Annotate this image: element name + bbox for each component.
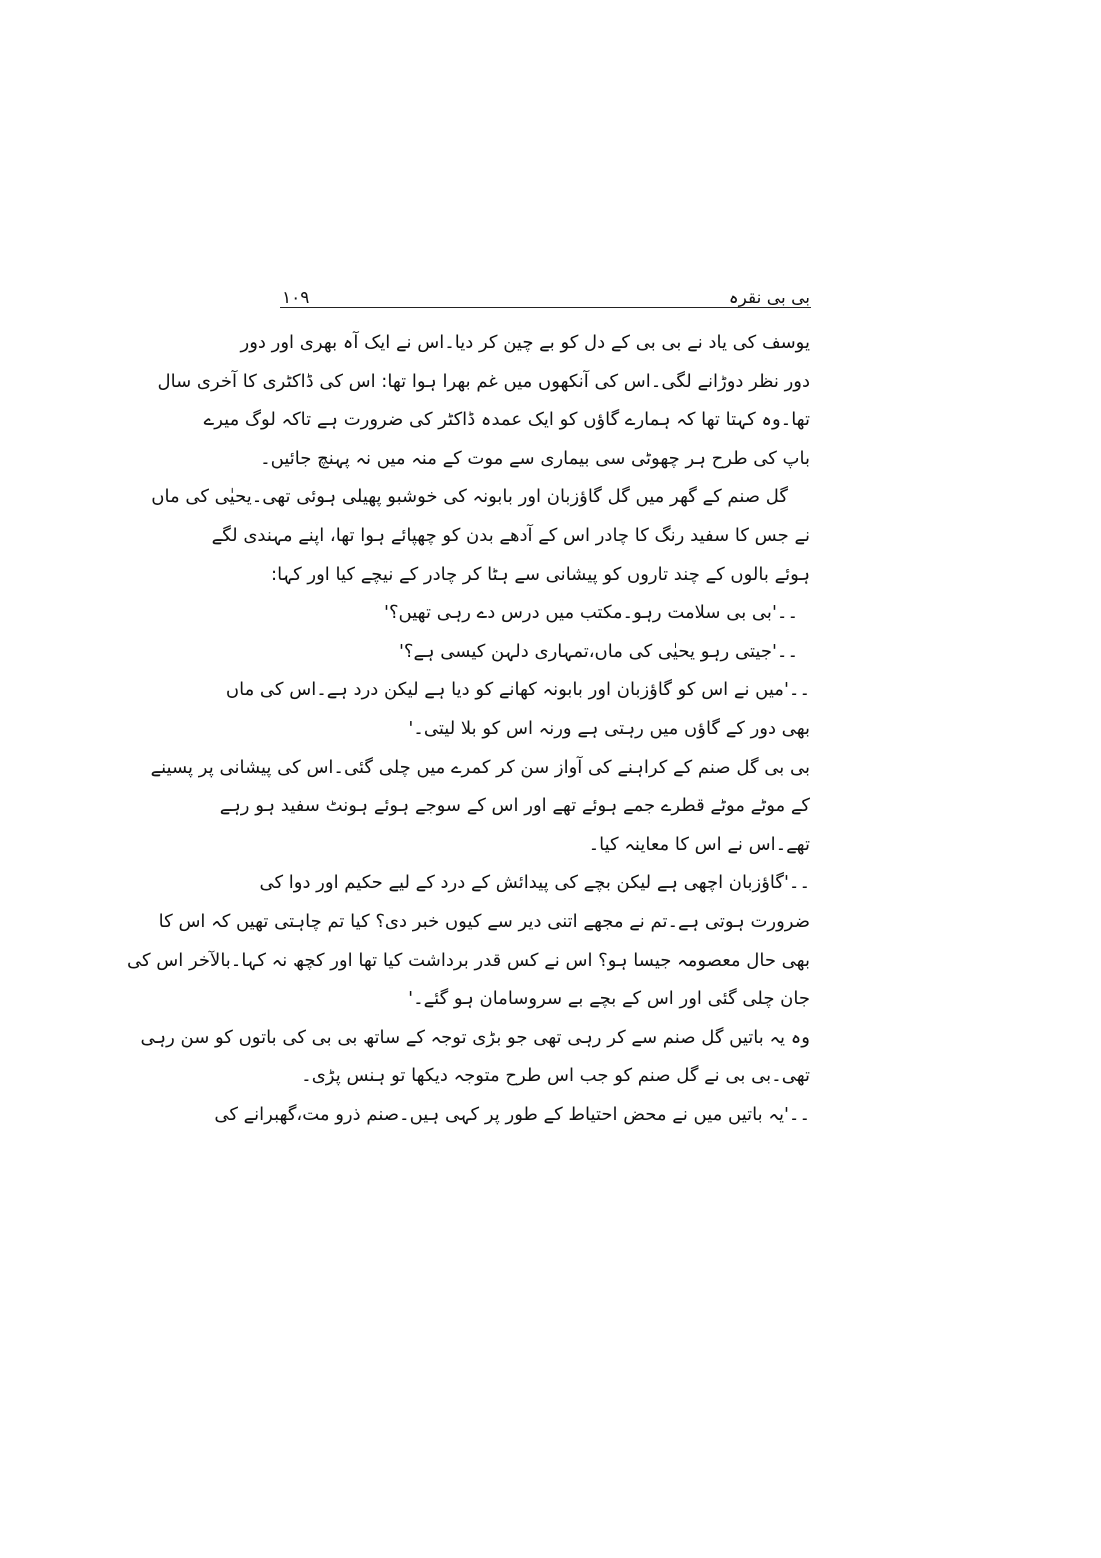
body-line: ۔۔'میں نے اس کو گاؤزبان اور بابونہ کھانے کو دیا ہے لیکن درد ہے۔اس کی ماں (225, 679, 810, 701)
body-line: وہ یہ باتیں گل صنم سے کر رہی تھی جو بڑی توجہ کے ساتھ بی بی کی باتوں کو سن رہی (140, 1026, 810, 1048)
body-line: تھے۔اس نے اس کا معاینہ کیا۔ (588, 833, 810, 855)
page-number: ۱۰۹ (282, 288, 310, 308)
body-line: ہوئے بالوں کے چند تاروں کو پیشانی سے ہٹا کر چادر کے نیچے کیا اور کہا: (271, 563, 810, 585)
body-line: تھی۔بی بی نے گل صنم کو جب اس طرح متوجہ دیکھا تو ہنس پڑی۔ (301, 1065, 810, 1087)
body-line: ۔۔'جیتی رہو یحیٰی کی ماں،تمہاری دلہن کیسی ہے؟' (398, 640, 798, 662)
running-header-title: بی بی نقرہ (728, 288, 810, 308)
body-text (127, 324, 810, 1134)
body-line: نے جس کا سفید رنگ کا چادر اس کے آدھے بدن کو چھپائے ہوا تھا، اپنے مہندی لگے (211, 524, 810, 546)
body-line: تھا۔وہ کہتا تھا کہ ہمارے گاؤں کو ایک عمدہ ڈاکٹر کی ضرورت ہے تاکہ لوگ میرے (203, 409, 810, 431)
body-line: باپ کی طرح ہر چھوٹی سی بیماری سے موت کے منہ میں نہ پہنچ جائیں۔ (260, 447, 810, 469)
body-line: ضرورت ہوتی ہے۔تم نے مجھے اتنی دیر سے کیوں خبر دی؟ کیا تم چاہتی تھیں کہ اس کا (158, 910, 810, 932)
body-line: ۔۔'یہ باتیں میں نے محض احتیاط کے طور پر کہی ہیں۔صنم ذرو مت،گھبرانے کی (214, 1103, 810, 1125)
body-line: یوسف کی یاد نے بی بی کے دل کو بے چین کر دیا۔اس نے ایک آہ بھری اور دور (240, 332, 810, 353)
body-line: بھی دور کے گاؤں میں رہتی ہے ورنہ اس کو بلا لیتی۔' (408, 717, 810, 739)
body-line: جان چلی گئی اور اس کے بچے بے سروسامان ہو گئے۔' (408, 988, 810, 1010)
body-line: ۔۔'گاؤزبان اچھی ہے لیکن بچے کی پیدائش کے درد کے لیے حکیم اور دوا کی (259, 872, 810, 894)
running-header (282, 281, 810, 309)
body-line: بھی حال معصومہ جیسا ہو؟ اس نے کس قدر برداشت کیا تھا اور کچھ نہ کہا۔بالآخر اس کی (127, 949, 810, 971)
body-line: دور نظر دوڑانے لگی۔اس کی آنکھوں میں غم بھرا ہوا تھا: اس کی ڈاکٹری کا آخری سال (157, 370, 810, 392)
body-line: گل صنم کے گھر میں گل گاؤزبان اور بابونہ کی خوشبو پھیلی ہوئی تھی۔یحیٰی کی ماں (151, 486, 788, 508)
body-line: بی بی گل صنم کے کراہنے کی آواز سن کر کمرے میں چلی گئی۔اس کی پیشانی پر پسینے (150, 756, 810, 778)
body-line: ۔۔'بی بی سلامت رہو۔مکتب میں درس دے رہی تھیں؟' (384, 602, 798, 624)
header-rule (280, 307, 811, 308)
body-line: کے موٹے موٹے قطرے جمے ہوئے تھے اور اس کے سوجے ہوئے ہونٹ سفید ہو رہے (219, 795, 810, 817)
